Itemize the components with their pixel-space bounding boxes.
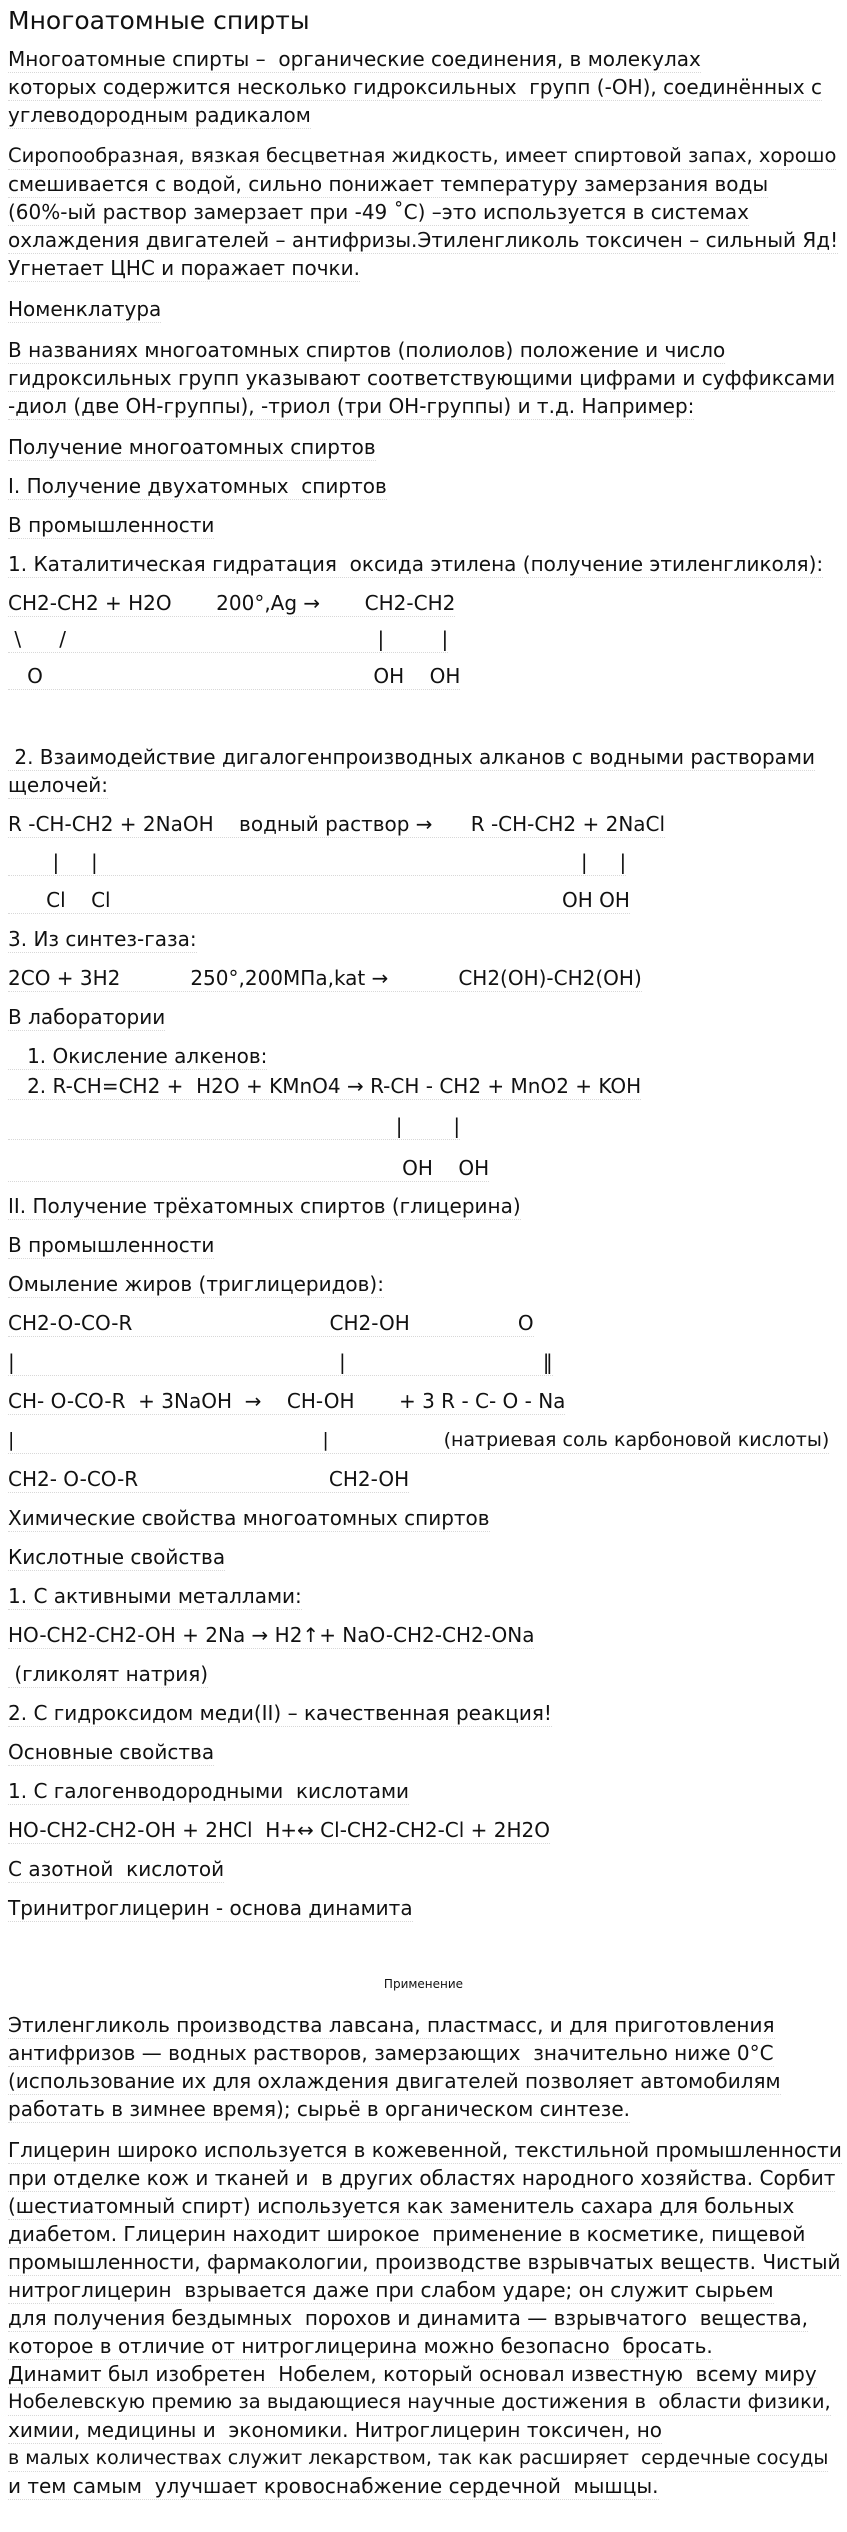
application-line: Нобелевскую премию за выдающиеся научные достижения в области физики, (8, 2389, 831, 2416)
application-line: промышленности, фармакологии, производстве взрывчатых веществ. Чистый (8, 2250, 841, 2274)
method-item: 3. Из синтез-газа: (8, 927, 197, 951)
application-line: при отделке кож и тканей и в других областях народного хозяйства. Сорбит (8, 2166, 836, 2190)
reaction-item: 1. С галогенводородными кислотами (8, 1779, 410, 1803)
lab-item: 2. R-CH=CH2 + H2O + KMnO4 → R-CH - CH2 + MnO2 + KOH (8, 1074, 642, 1098)
method-item: Омыление жиров (триглицеридов): (8, 1272, 384, 1296)
application-line: антифризов — водных растворов, замерзающих значительно ниже 0°C (8, 2041, 774, 2065)
reaction-note: (гликолят натрия) (8, 1662, 209, 1686)
method-item: щелочей: (8, 773, 109, 797)
intro-line: Многоатомные спирты – органические соединения, в молекулах (8, 47, 701, 71)
application-line: в малых количествах служит лекарством, так как расширяет сердечные сосуды (8, 2445, 828, 2472)
intro-line: которых содержится несколько гидроксильных групп (-ОН), соединённых с (8, 75, 823, 99)
page-title: Многоатомные спирты (8, 6, 310, 35)
preparation-subheading: II. Получение трёхатомных спиртов (глицерина) (8, 1194, 521, 1218)
application-line: Глицерин широко используется в кожевенной, текстильной промышленности (8, 2138, 842, 2162)
properties-line: Сиропообразная, вязкая бесцветная жидкость, имеет спиртовой запах, хорошо (8, 143, 836, 170)
equation-line: 2CO + 3H2 250°,200МПа,kat → CH2(OH)-CH2(OH) (8, 966, 642, 990)
equation-line: HO-CH2-CH2-OH + 2HCl H+↔ Cl-CH2-CH2-Cl + 2H2O (8, 1818, 551, 1842)
properties-line: смешивается с водой, сильно понижает температуру замерзания воды (8, 172, 769, 196)
intro-line: углеводородным радикалом (8, 103, 311, 127)
application-line: химии, медицины и экономики. Нитроглицерин токсичен, но (8, 2418, 663, 2442)
reaction-note: Тринитроглицерин - основа динамита (8, 1896, 413, 1920)
equation-line: | | (8, 1114, 461, 1138)
equation-line: | | | | (8, 850, 627, 874)
application-line: (шестиатомный спирт) используется как заменитель сахара для больных (8, 2194, 795, 2218)
nomenclature-line: -диол (две ОН-группы), -триол (три OН-группы) и т.д. Например: (8, 394, 695, 418)
application-line: диабетом. Глицерин находит широкое применение в косметике, пищевой (8, 2222, 806, 2246)
equation-line: CH2- O-CO-R CH2-OH (8, 1467, 410, 1491)
equation-line: HO-CH2-CH2-OH + 2Na → H2↑+ NaO-CH2-CH2-ONa (8, 1623, 535, 1647)
preparation-subheading: I. Получение двухатомных спиртов (8, 474, 387, 498)
chemistry-heading: Химические свойства многоатомных спиртов (8, 1506, 490, 1530)
reaction-item: 1. С активными металлами: (8, 1584, 302, 1608)
lab-item: 1. Окисление алкенов: (8, 1044, 268, 1068)
properties-line: охлаждения двигателей – антифризы.Этиленгликоль токсичен – сильный Яд! (8, 228, 839, 252)
lab-heading: В лаборатории (8, 1005, 166, 1029)
equation-line: | | ‖ (8, 1350, 553, 1374)
application-line: Динамит был изобретен Нобелем, который основал известную всему миру (8, 2362, 817, 2386)
equation-line: CH2-O-CO-R CH2-OH O (8, 1311, 534, 1335)
properties-line: Угнетает ЦНС и поражает почки. (8, 256, 360, 280)
application-line: (использование их для охлаждения двигателей позволяет автомобилям (8, 2069, 781, 2093)
base-heading: Основные свойства (8, 1740, 215, 1764)
nomenclature-line: В названиях многоатомных спиртов (полиолов) положение и число (8, 338, 726, 362)
application-line: Этиленгликоль производства лавсана, пластмасс, и для приготовления (8, 2013, 775, 2037)
method-item: 2. Взаимодействие дигалогенпроизводных алканов с водными растворами (8, 745, 816, 769)
application-line: для получения бездымных порохов и динамита — взрывчатого вещества, (8, 2306, 808, 2330)
equation-line: \ / | | (8, 627, 449, 651)
properties-line: (60%-ый раствор замерзает при -49 ˚С) –это используется в системах (8, 200, 749, 224)
reaction-item: С азотной кислотой (8, 1857, 225, 1881)
acid-heading: Кислотные свойства (8, 1545, 226, 1569)
equation-line: CH- O-CO-R + 3NaOH → CH-OH + 3 R - C- O - Na (8, 1389, 566, 1413)
application-heading: Применение (383, 1977, 464, 1991)
application-line: работать в зимнее время); сырьё в органическом синтезе. (8, 2097, 630, 2121)
nomenclature-heading: Номенклатура (8, 297, 162, 321)
equation-line: Cl Cl OH OH (8, 888, 630, 912)
equation-line: O OH OH (8, 664, 461, 688)
equation-line: | | (натриевая соль карбоновой кислоты) (8, 1427, 829, 1454)
method-item: 1. Каталитическая гидратация оксида этилена (получение этиленгликоля): (8, 552, 824, 576)
application-line: и тем самым улучшает кровоснабжение сердечной мышцы. (8, 2474, 659, 2498)
application-line: нитроглицерин взрывается даже при слабом ударе; он служит сырьем (8, 2278, 774, 2302)
equation-line: R -CH-CH2 + 2NaOH водный раствор → R -CH-CH2 + 2NaCl (8, 812, 666, 836)
equation-line: CH2-CH2 + H2O 200°,Ag → CH2-CH2 (8, 591, 456, 615)
industry-heading: В промышленности (8, 1233, 215, 1257)
reaction-item: 2. С гидроксидом меди(II) – качественная реакция! (8, 1701, 552, 1725)
industry-heading: В промышленности (8, 513, 215, 537)
equation-line: OH OH (8, 1156, 490, 1180)
preparation-heading: Получение многоатомных спиртов (8, 435, 376, 459)
nomenclature-line: гидроксильных групп указывают соответствующими цифрами и суффиксами (8, 366, 836, 390)
application-line: которое в отличие от нитроглицерина можно безопасно бросать. (8, 2334, 713, 2358)
